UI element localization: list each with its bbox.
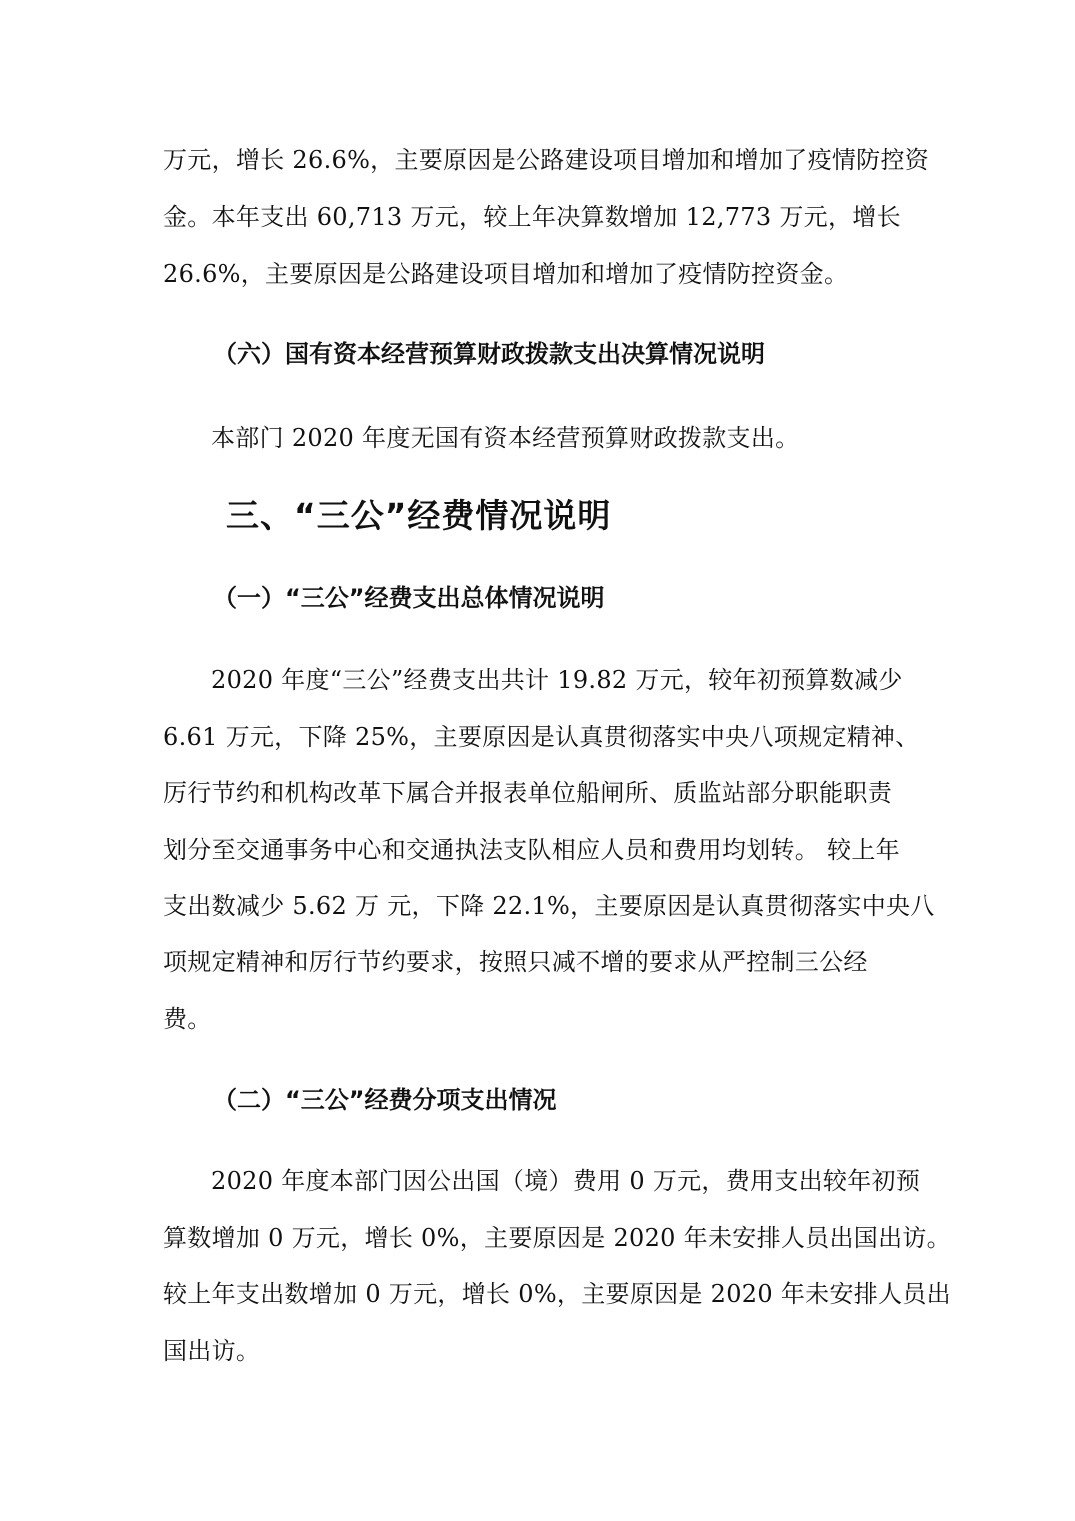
body-text-line: 厉行节约和机构改革下属合并报表单位船闸所、质监站部分职能职责 <box>163 779 892 807</box>
body-text-line: 2020 年度本部门因公出国（境）费用 0 万元，费用支出较年初预 <box>211 1167 921 1195</box>
body-text-line: 2020 年度“三公”经费支出共计 19.82 万元，较年初预算数减少 <box>211 666 903 694</box>
body-text-line: 项规定精神和厉行节约要求，按照只减不增的要求从严控制三公经 <box>163 948 868 976</box>
body-text-line: 国出访。 <box>163 1337 261 1365</box>
subsection-heading-itemized: （二）“三公”经费分项支出情况 <box>213 1086 557 1114</box>
body-text-line: 本部门 2020 年度无国有资本经营预算财政拨款支出。 <box>211 424 800 452</box>
body-text-line: 算数增加 0 万元，增长 0%，主要原因是 2020 年未安排人员出国出访。 <box>163 1224 951 1252</box>
body-text-line: 费。 <box>163 1005 212 1033</box>
subsection-heading-state-capital-budget: （六）国有资本经营预算财政拨款支出决算情况说明 <box>213 340 765 368</box>
body-text-line: 金。本年支出 60,713 万元，较上年决算数增加 12,773 万元，增长 <box>163 203 901 231</box>
body-text-line: 支出数减少 5.62 万 元，下降 22.1%，主要原因是认真贯彻落实中央八 <box>163 892 935 920</box>
section-heading-three-public-expenses: 三、“三公”经费情况说明 <box>226 496 612 535</box>
subsection-heading-overall: （一）“三公”经费支出总体情况说明 <box>213 584 605 612</box>
body-text-line: 26.6%，主要原因是公路建设项目增加和增加了疫情防控资金。 <box>163 260 849 288</box>
body-text-line: 万元，增长 26.6%，主要原因是公路建设项目增加和增加了疫情防控资 <box>163 146 930 174</box>
body-text-line: 6.61 万元，下降 25%，主要原因是认真贯彻落实中央八项规定精神、 <box>163 723 920 751</box>
body-text-line: 较上年支出数增加 0 万元，增长 0%，主要原因是 2020 年未安排人员出 <box>163 1280 951 1308</box>
body-text-line: 划分至交通事务中心和交通执法支队相应人员和费用均划转。 较上年 <box>163 836 900 864</box>
